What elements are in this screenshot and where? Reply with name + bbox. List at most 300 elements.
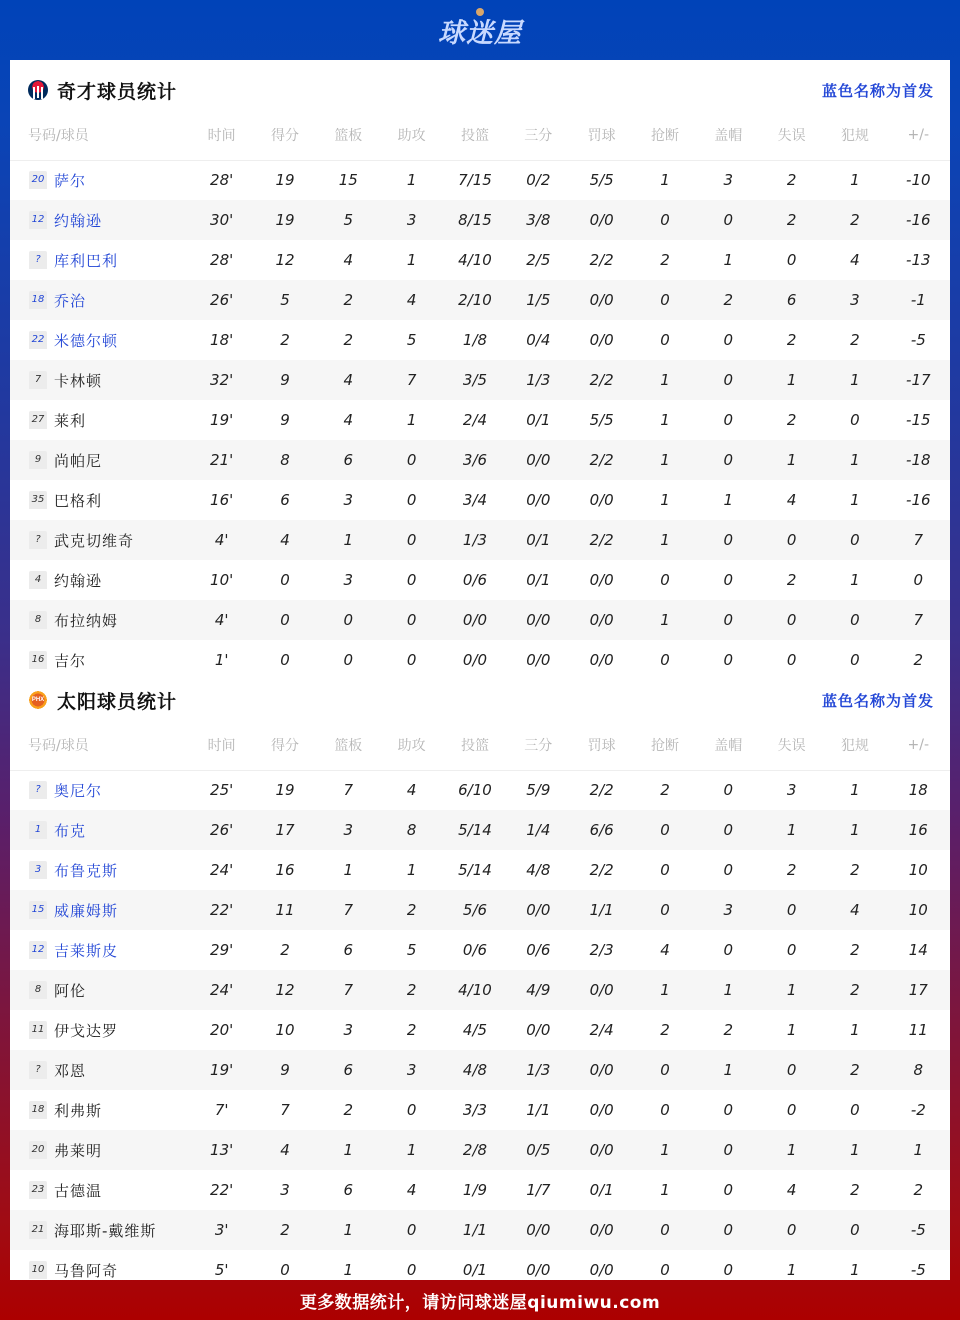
player-name-link[interactable]: 威廉姆斯 [54, 901, 119, 920]
stat-cell: 2 [786, 571, 797, 589]
table-row[interactable] [10, 1090, 950, 1130]
stat-cell: 8/15 [458, 211, 492, 229]
stat-cell: 2 [280, 941, 290, 959]
brand-logo [438, 11, 522, 50]
column-header[interactable]: 时间 [190, 730, 253, 770]
stat-cell: 0 [280, 1261, 290, 1279]
stat-cell: 13' [210, 1141, 234, 1159]
stat-cell: -17 [906, 371, 931, 389]
stat-cell: 4 [343, 251, 354, 269]
stat-cell: 0 [343, 611, 354, 629]
stat-cell: 0 [406, 491, 417, 509]
stat-cell: 1/1 [589, 901, 614, 919]
table-row[interactable] [10, 770, 950, 810]
stat-cell: 1 [723, 251, 734, 269]
stat-cell: 0 [660, 571, 670, 589]
column-header[interactable]: 号码/球员 [10, 120, 190, 160]
stat-cell: 0/0 [526, 611, 551, 629]
player-name-link[interactable]: 布拉纳姆 [54, 611, 119, 630]
jersey-number-badge: ? [29, 1061, 47, 1079]
stat-cell: 0 [406, 1221, 417, 1239]
column-header[interactable]: 得分 [253, 730, 316, 770]
table-row[interactable] [10, 1010, 950, 1050]
stat-cell: 3 [723, 901, 734, 919]
team-stats-title: 太阳球员统计 [57, 690, 178, 713]
table-row[interactable] [10, 890, 950, 930]
player-name-link[interactable]: 米德尔顿 [54, 331, 119, 350]
table-row[interactable] [10, 480, 950, 520]
table-row[interactable] [10, 1130, 950, 1170]
stat-cell: -5 [910, 331, 926, 349]
stat-cell: 0/1 [526, 531, 551, 549]
jersey-number-badge: 22 [29, 331, 47, 349]
jersey-number-badge: 4 [29, 571, 47, 589]
column-header[interactable]: 失误 [760, 730, 823, 770]
stat-cell: 0 [660, 1061, 670, 1079]
stat-cell: 5 [406, 331, 417, 349]
stat-cell: 2/2 [589, 251, 614, 269]
column-header[interactable]: 盖帽 [697, 120, 760, 160]
stat-cell: 1/4 [526, 821, 551, 839]
player-cell [10, 200, 190, 240]
stat-cell: 3 [786, 781, 797, 800]
stat-cell: 0 [343, 651, 354, 669]
player-cell [10, 520, 190, 560]
stat-cell: 2 [343, 291, 354, 309]
stat-cell: 1 [850, 821, 860, 839]
stat-cell: 16 [908, 821, 928, 839]
stat-cell: 12 [275, 981, 295, 999]
stat-cell: 2/2 [589, 371, 614, 389]
player-name-link[interactable]: 巴格利 [54, 491, 103, 510]
column-header[interactable]: 盖帽 [697, 730, 760, 770]
stat-cell: 7 [406, 371, 417, 389]
stat-cell: 2 [280, 331, 290, 349]
column-header[interactable]: +/- [887, 120, 950, 160]
jersey-number-badge: ? [29, 531, 47, 549]
stat-cell: 3 [850, 291, 860, 309]
player-stats-table [10, 120, 950, 680]
stat-cell: 0/6 [462, 941, 488, 959]
stat-cell: 0 [723, 371, 734, 389]
player-name-link[interactable]: 奥尼尔 [54, 781, 103, 800]
stat-cell: 4 [406, 781, 417, 800]
jersey-number-badge: 1 [29, 821, 47, 839]
stat-cell: 5/5 [589, 411, 614, 429]
jersey-number-badge: 12 [29, 941, 47, 959]
stat-cell: 0 [723, 1261, 734, 1279]
stat-cell: -1 [910, 291, 926, 309]
player-name-link[interactable]: 吉莱斯皮 [54, 941, 119, 960]
stat-cell: 7 [913, 531, 924, 549]
stat-cell: -13 [906, 251, 931, 269]
player-cell [10, 890, 190, 930]
stat-cell: 0 [406, 451, 417, 469]
stat-cell: 0 [850, 611, 860, 629]
stat-cell: 0/0 [589, 291, 614, 309]
column-header[interactable]: 投篮 [443, 120, 506, 160]
stat-cell: 29' [210, 941, 234, 959]
column-header[interactable]: +/- [887, 730, 950, 770]
stat-cell: 0 [723, 451, 734, 469]
jersey-number-badge: 23 [29, 1181, 47, 1199]
stat-cell: 4 [280, 531, 290, 549]
table-row[interactable] [10, 400, 950, 440]
table-row[interactable] [10, 600, 950, 640]
table-row[interactable] [10, 1050, 950, 1090]
stat-cell: 0 [786, 901, 797, 919]
stat-cell: 5/5 [589, 171, 614, 190]
column-header[interactable]: 罚球 [570, 730, 633, 770]
stat-cell: 2 [850, 1061, 860, 1079]
stat-cell: 0 [660, 861, 670, 879]
stat-cell: 6 [343, 1061, 354, 1079]
stat-cell: 4 [660, 941, 670, 959]
player-name-link[interactable]: 卡林顿 [54, 371, 103, 390]
stat-cell: 2/4 [462, 411, 488, 429]
stat-cell: 4 [786, 491, 797, 509]
player-name-link[interactable]: 尚帕尼 [54, 451, 103, 470]
stat-cell: 3/4 [462, 491, 488, 509]
stat-cell: 0 [660, 211, 670, 229]
player-name-link[interactable]: 武克切维奇 [54, 531, 135, 550]
stat-cell: 0 [723, 211, 734, 229]
stat-cell: 2 [343, 331, 354, 349]
stat-cell: 7 [913, 611, 924, 629]
player-cell [10, 1050, 190, 1090]
stat-cell: 1 [660, 411, 670, 429]
player-name-link[interactable]: 布克 [54, 821, 87, 840]
stat-cell: 1 [660, 981, 670, 999]
player-name-link[interactable]: 古德温 [54, 1181, 103, 1200]
stat-cell: 11 [908, 1021, 928, 1039]
stat-cell: 3/8 [526, 211, 551, 229]
stat-cell: 6 [786, 291, 797, 309]
stat-cell: 1 [343, 1221, 354, 1239]
stat-cell: 0 [850, 651, 860, 669]
stat-cell: 17 [908, 981, 928, 999]
table-header-row [10, 730, 950, 770]
column-header[interactable]: 篮板 [317, 120, 380, 160]
stat-cell: 1 [850, 571, 860, 589]
player-cell [10, 850, 190, 890]
player-cell [10, 1170, 190, 1210]
stat-cell: 1/3 [462, 531, 488, 549]
stat-cell: 0 [280, 611, 290, 629]
stat-cell: 1/9 [462, 1181, 488, 1199]
stat-cell: 0 [660, 1221, 670, 1239]
stat-cell: 26' [210, 291, 234, 309]
stat-cell: 0 [723, 651, 734, 669]
stat-cell: 1 [406, 251, 417, 269]
stat-cell: 1 [660, 611, 670, 629]
stat-cell: 0/0 [589, 981, 614, 999]
player-name-link[interactable]: 邓恩 [54, 1061, 87, 1080]
jersey-number-badge: 20 [29, 1141, 47, 1159]
stat-cell: 0 [660, 331, 670, 349]
player-cell [10, 770, 190, 810]
table-row[interactable] [10, 240, 950, 280]
stat-cell: 24' [210, 861, 234, 879]
stat-cell: -16 [906, 211, 931, 229]
stat-cell: 2 [850, 211, 860, 229]
starter-legend-note: 蓝色名称为首发 [821, 81, 934, 100]
stat-cell: 2 [406, 901, 417, 919]
stat-cell: 0/0 [589, 491, 614, 509]
stat-cell: 2 [913, 1181, 924, 1199]
stat-cell: 7 [343, 981, 354, 999]
column-header[interactable]: 失误 [760, 120, 823, 160]
jersey-number-badge: 9 [29, 451, 47, 469]
stat-cell: 10 [908, 901, 928, 919]
table-row[interactable] [10, 520, 950, 560]
player-name-link[interactable]: 布鲁克斯 [54, 861, 119, 880]
stat-cell: 2 [660, 781, 670, 800]
column-header[interactable]: 犯规 [823, 730, 886, 770]
stat-cell: 1 [850, 1261, 860, 1279]
stat-cell: 19 [275, 211, 295, 229]
stat-cell: 4' [214, 531, 229, 549]
stat-cell: 2 [280, 1221, 290, 1239]
stat-cell: 0 [280, 571, 290, 589]
stat-cell: 2/2 [589, 451, 614, 469]
table-row[interactable] [10, 280, 950, 320]
table-header-row [10, 120, 950, 160]
stat-cell: 5/6 [462, 901, 488, 919]
stat-cell: 0 [723, 411, 734, 429]
stat-cell: 1 [850, 1141, 860, 1159]
stat-cell: 0 [660, 1101, 670, 1119]
stat-cell: 12 [275, 251, 295, 269]
stat-cell: 2 [723, 1021, 734, 1039]
table-row[interactable] [10, 560, 950, 600]
jersey-number-badge: 18 [29, 1101, 47, 1119]
stat-cell: 2/2 [589, 861, 614, 879]
player-cell [10, 970, 190, 1010]
section-title [28, 687, 177, 714]
stat-cell: 0/1 [462, 1261, 488, 1279]
column-header[interactable]: 助攻 [380, 120, 443, 160]
stat-cell: 0 [850, 531, 860, 549]
stat-cell: 0 [660, 291, 670, 309]
stat-cell: 24' [210, 981, 234, 999]
jersey-number-badge: 8 [29, 611, 47, 629]
column-header[interactable]: 得分 [253, 120, 316, 160]
stat-cell: 2 [406, 981, 417, 999]
column-header[interactable]: 三分 [507, 730, 570, 770]
stat-cell: 0 [406, 1101, 417, 1119]
stat-cell: 0 [723, 531, 734, 549]
column-header[interactable]: 犯规 [823, 120, 886, 160]
player-name-link[interactable]: 库利巴利 [54, 251, 119, 270]
stat-cell: 2/10 [458, 291, 492, 309]
stat-cell: 2 [786, 861, 797, 879]
jersey-number-badge: 35 [29, 491, 47, 509]
stat-cell: 3 [343, 491, 354, 509]
stat-cell: 1 [406, 861, 417, 879]
table-row[interactable] [10, 160, 950, 200]
stat-cell: 0 [723, 331, 734, 349]
stat-cell: 5' [214, 1261, 229, 1279]
player-name-link[interactable]: 利弗斯 [54, 1101, 103, 1120]
stat-cell: 3 [280, 1181, 290, 1199]
stat-cell: 3/6 [462, 451, 488, 469]
stat-cell: 0 [406, 531, 417, 549]
stat-cell: 9 [280, 411, 290, 429]
stat-cell: 0 [786, 1061, 797, 1079]
stat-cell: 1 [343, 1261, 354, 1279]
stat-cell: 0 [723, 571, 734, 589]
column-header[interactable]: 号码/球员 [10, 730, 190, 770]
stat-cell: 1 [786, 371, 797, 389]
stat-cell: 7 [343, 781, 354, 800]
stat-cell: 0 [723, 1101, 734, 1119]
stat-cell: 2 [913, 651, 924, 669]
stat-cell: 2/2 [589, 781, 614, 800]
player-name-link[interactable]: 阿伦 [54, 981, 87, 1000]
table-row[interactable] [10, 360, 950, 400]
player-cell [10, 930, 190, 970]
stat-cell: 2 [850, 331, 860, 349]
team-stats-title: 奇才球员统计 [57, 80, 178, 103]
footer-text[interactable]: 更多数据统计，请访问球迷屋qiumiwu.com [299, 1292, 661, 1313]
stat-cell: 0/0 [462, 611, 488, 629]
stat-cell: 0 [723, 1141, 734, 1159]
stat-cell: 1 [786, 1261, 797, 1279]
column-header[interactable]: 篮板 [317, 730, 380, 770]
player-cell [10, 600, 190, 640]
stat-cell: 4 [406, 291, 417, 309]
column-header[interactable]: 抢断 [633, 120, 696, 160]
stat-cell: 1 [850, 371, 860, 389]
stat-cell: 1 [786, 451, 797, 469]
player-name-link[interactable]: 约翰逊 [54, 211, 103, 230]
stat-cell: 18 [908, 781, 928, 800]
player-cell [10, 440, 190, 480]
stat-cell: 1 [850, 491, 860, 509]
stat-cell: 2/8 [462, 1141, 488, 1159]
table-row[interactable] [10, 320, 950, 360]
stat-cell: 1/5 [526, 291, 551, 309]
stat-cell: 5 [406, 941, 417, 959]
stat-cell: -5 [910, 1261, 926, 1279]
stat-cell: 1 [406, 411, 417, 429]
player-name-link[interactable]: 弗莱明 [54, 1141, 103, 1160]
starter-legend-note: 蓝色名称为首发 [821, 691, 934, 710]
stat-cell: 0/0 [589, 571, 614, 589]
stat-cell: 4/9 [526, 981, 551, 999]
stat-cell: 0/0 [526, 901, 551, 919]
column-header[interactable]: 三分 [507, 120, 570, 160]
table-row[interactable] [10, 810, 950, 850]
stat-cell: 0 [786, 251, 797, 269]
column-header[interactable]: 助攻 [380, 730, 443, 770]
player-cell [10, 480, 190, 520]
stat-cell: 6/6 [589, 821, 614, 839]
stat-cell: 0/0 [589, 1061, 614, 1079]
stat-cell: 2 [850, 861, 860, 879]
player-name-link[interactable]: 海耶斯-戴维斯 [54, 1221, 157, 1240]
player-cell [10, 160, 190, 200]
player-name-link[interactable]: 乔治 [54, 291, 87, 310]
jersey-number-badge: 3 [29, 861, 47, 879]
player-stats-table [10, 730, 950, 1290]
stat-cell: 18' [210, 331, 234, 349]
player-name-link[interactable]: 莱利 [54, 411, 87, 430]
stat-cell: 0/1 [589, 1181, 614, 1199]
player-name-link[interactable]: 伊戈达罗 [54, 1021, 119, 1040]
stat-cell: 19' [210, 411, 234, 429]
player-name-link[interactable]: 马鲁阿奇 [54, 1261, 119, 1280]
stat-cell: 0/0 [589, 1261, 614, 1279]
stat-cell: 2/4 [589, 1021, 614, 1039]
stat-cell: 5 [343, 211, 354, 229]
stat-cell: 2 [723, 291, 734, 309]
table-row[interactable] [10, 1170, 950, 1210]
jersey-number-badge: 11 [29, 1021, 47, 1039]
stat-cell: 1 [850, 451, 860, 469]
jersey-number-badge: 7 [29, 371, 47, 389]
player-name-link[interactable]: 约翰逊 [54, 571, 103, 590]
column-header[interactable]: 投篮 [443, 730, 506, 770]
stat-cell: 0/0 [526, 1221, 551, 1239]
player-name-link[interactable]: 萨尔 [54, 171, 87, 190]
stat-cell: 0/1 [526, 411, 551, 429]
stat-cell: -10 [906, 171, 931, 190]
table-row[interactable] [10, 930, 950, 970]
suns-logo-icon: PHX [28, 690, 48, 710]
stat-cell: 4 [850, 901, 860, 919]
stat-cell: 10 [908, 861, 928, 879]
table-row[interactable] [10, 850, 950, 890]
table-row[interactable] [10, 970, 950, 1010]
table-row[interactable] [10, 200, 950, 240]
stat-cell: 8 [280, 451, 290, 469]
section-title [28, 77, 177, 104]
column-header[interactable]: 罚球 [570, 120, 633, 160]
column-header[interactable]: 时间 [190, 120, 253, 160]
wizards-stats-panel [10, 60, 950, 670]
column-header[interactable]: 抢断 [633, 730, 696, 770]
stat-cell: 19 [275, 781, 295, 800]
stat-cell: 1' [214, 651, 229, 669]
stat-cell: 2 [850, 941, 860, 959]
stat-cell: 1 [660, 451, 670, 469]
stat-cell: 0 [406, 611, 417, 629]
stat-cell: 0/6 [526, 941, 551, 959]
stat-cell: 4 [343, 411, 354, 429]
stat-cell: 0/5 [526, 1141, 551, 1159]
stat-cell: 4' [214, 611, 229, 629]
stat-cell: 20' [210, 1021, 234, 1039]
player-name-link[interactable]: 吉尔 [54, 651, 87, 670]
stat-cell: 2 [850, 1181, 860, 1199]
stat-cell: 3 [406, 1061, 417, 1079]
player-cell [10, 560, 190, 600]
stat-cell: 0/0 [526, 1021, 551, 1039]
table-row[interactable] [10, 1210, 950, 1250]
stat-cell: 6/10 [458, 781, 492, 800]
stat-cell: 0 [786, 531, 797, 549]
stat-cell: 0 [850, 1101, 860, 1119]
stat-cell: 4 [850, 251, 860, 269]
stat-cell: 0/1 [526, 571, 551, 589]
player-cell [10, 1010, 190, 1050]
stat-cell: 28' [210, 171, 234, 190]
table-row[interactable] [10, 440, 950, 480]
stat-cell: 0/0 [589, 331, 614, 349]
stat-cell: 3 [343, 571, 354, 589]
